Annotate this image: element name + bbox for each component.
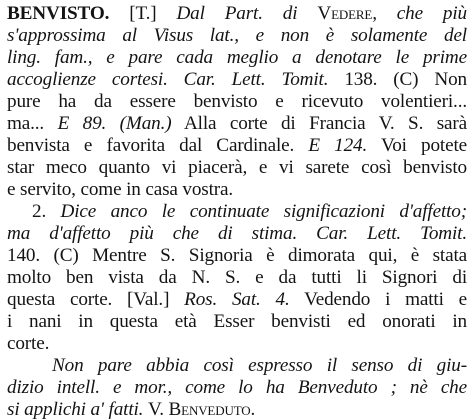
- sense-2-line-7: corte.: [7, 333, 50, 354]
- sense-2-line-4: molto ben vista da N. S. e da tutti li Signori di: [7, 267, 467, 288]
- sense-number: 2.: [32, 201, 61, 222]
- sense-2-line-5: questa corte. [Val.] Ros. Sat. 4. Vedendo i matti e: [7, 289, 467, 310]
- entry-line-9: e servito, come in casa vostra.: [7, 179, 234, 200]
- note-line-1: Non pare abbia così espresso il senso di giu-: [52, 355, 467, 376]
- entry-line-2: s'approssima al Visus lat., e non è solamente del: [7, 25, 467, 46]
- headword: BENVISTO.: [7, 3, 110, 24]
- entry-line-3: ling. fam., e pare cada meglio a denotare le prime: [7, 47, 467, 68]
- entry-line-4: accoglienze cortesi. Car. Lett. Tomit. 138. (C) Non: [7, 69, 467, 90]
- entry-line-8: star meco quanto vi piacerà, e vi sarete così benvisto: [7, 157, 467, 178]
- sense-2-line-1: 2. Dice anco le continuate significazioni d'affetto;: [32, 201, 467, 222]
- source-tag: [T.]: [109, 3, 177, 24]
- cross-reference: Vedere: [317, 3, 373, 24]
- note-line-2: dizio intell. e mor., come lo ha Benveduto ; nè che: [7, 377, 467, 398]
- sense-2-line-3: 140. (C) Mentre S. Signoria è dimorata qui, è stata: [7, 245, 467, 266]
- entry-line-5: pure ha da essere benvisto e ricevuto volentieri...: [7, 91, 467, 112]
- note-line-3: si applichi a' fatti. V. Benveduto.: [7, 399, 256, 420]
- sense-2-line-6: i nani in questa età Esser benvisti ed onorati in: [7, 311, 467, 332]
- entry-line-6: ma... E 89. (Man.) Alla corte di Francia V. S. sarà: [7, 113, 467, 134]
- entry-line-7: benvista e favorita dal Cardinale. E 124. Voi potete: [7, 135, 467, 156]
- cross-reference: Benveduto.: [168, 399, 256, 420]
- sense-2-line-2: ma d'affetto più che di stima. Car. Lett. Tomit.: [7, 223, 467, 244]
- entry-line-1: BENVISTO. [T.] Dal Part. di Vedere, che più: [7, 3, 467, 24]
